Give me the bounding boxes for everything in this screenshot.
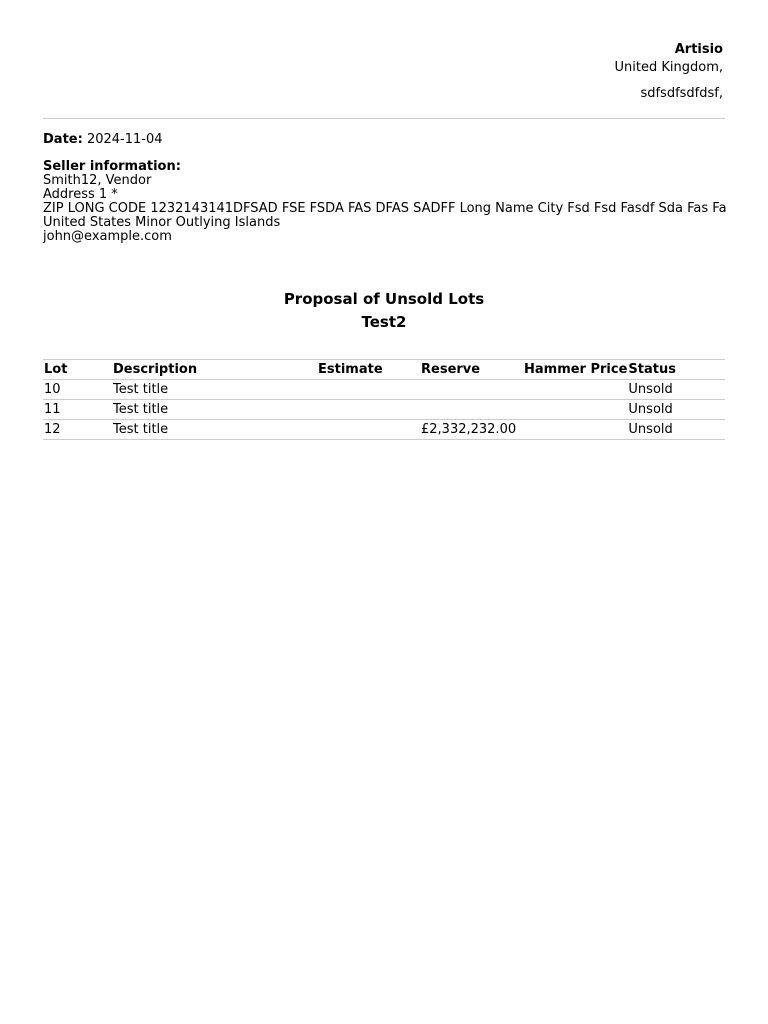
cell-lot: 11 <box>43 400 112 420</box>
table-row <box>43 400 725 420</box>
header-estimate: Estimate <box>317 360 420 380</box>
seller-name: Smith12, Vendor <box>43 173 152 188</box>
date-row <box>43 132 163 148</box>
table-row <box>43 420 725 440</box>
seller-email: john@example.com <box>43 229 172 244</box>
header-hammer-price: Hammer Price <box>523 360 627 380</box>
cell-reserve <box>420 380 523 400</box>
cell-description: Test title <box>112 380 317 400</box>
company-address-line: sdfsdfsdfdsf, <box>640 86 723 101</box>
header-lot: Lot <box>43 360 112 380</box>
cell-reserve <box>420 400 523 420</box>
seller-address-2: ZIP LONG CODE 1232143141DFSAD FSE FSDA FAS DFAS SADFF Long Name City Fsd Fsd Fasdf Sda Fas Fa <box>43 201 727 216</box>
cell-lot: 10 <box>43 380 112 400</box>
cell-reserve: £2,332,232.00 <box>420 420 523 440</box>
header-divider <box>43 118 725 119</box>
header-reserve: Reserve <box>420 360 523 380</box>
lots-table <box>43 359 725 440</box>
cell-status: Unsold <box>627 380 725 400</box>
cell-hammer-price <box>523 380 627 400</box>
cell-description: Test title <box>112 420 317 440</box>
cell-description: Test title <box>112 400 317 420</box>
header-status: Status <box>627 360 725 380</box>
document-subtitle: Test2 <box>361 313 407 331</box>
cell-estimate <box>317 400 420 420</box>
cell-estimate <box>317 420 420 440</box>
document-title: Proposal of Unsold Lots <box>283 290 485 308</box>
header-description: Description <box>112 360 317 380</box>
cell-status: Unsold <box>627 420 725 440</box>
table-header-row <box>43 360 725 380</box>
company-address-line: United Kingdom, <box>614 60 723 75</box>
cell-hammer-price <box>523 400 627 420</box>
seller-address-1: Address 1 * <box>43 187 118 202</box>
seller-label: Seller information: <box>43 159 181 174</box>
cell-lot: 12 <box>43 420 112 440</box>
cell-estimate <box>317 380 420 400</box>
seller-country: United States Minor Outlying Islands <box>43 215 281 230</box>
cell-hammer-price <box>523 420 627 440</box>
date-value: 2024-11-04 <box>86 132 163 147</box>
cell-status: Unsold <box>627 400 725 420</box>
table-row <box>43 380 725 400</box>
date-label: Date: <box>43 132 83 147</box>
company-name: Artisio <box>674 42 723 57</box>
seller-information <box>43 160 727 244</box>
